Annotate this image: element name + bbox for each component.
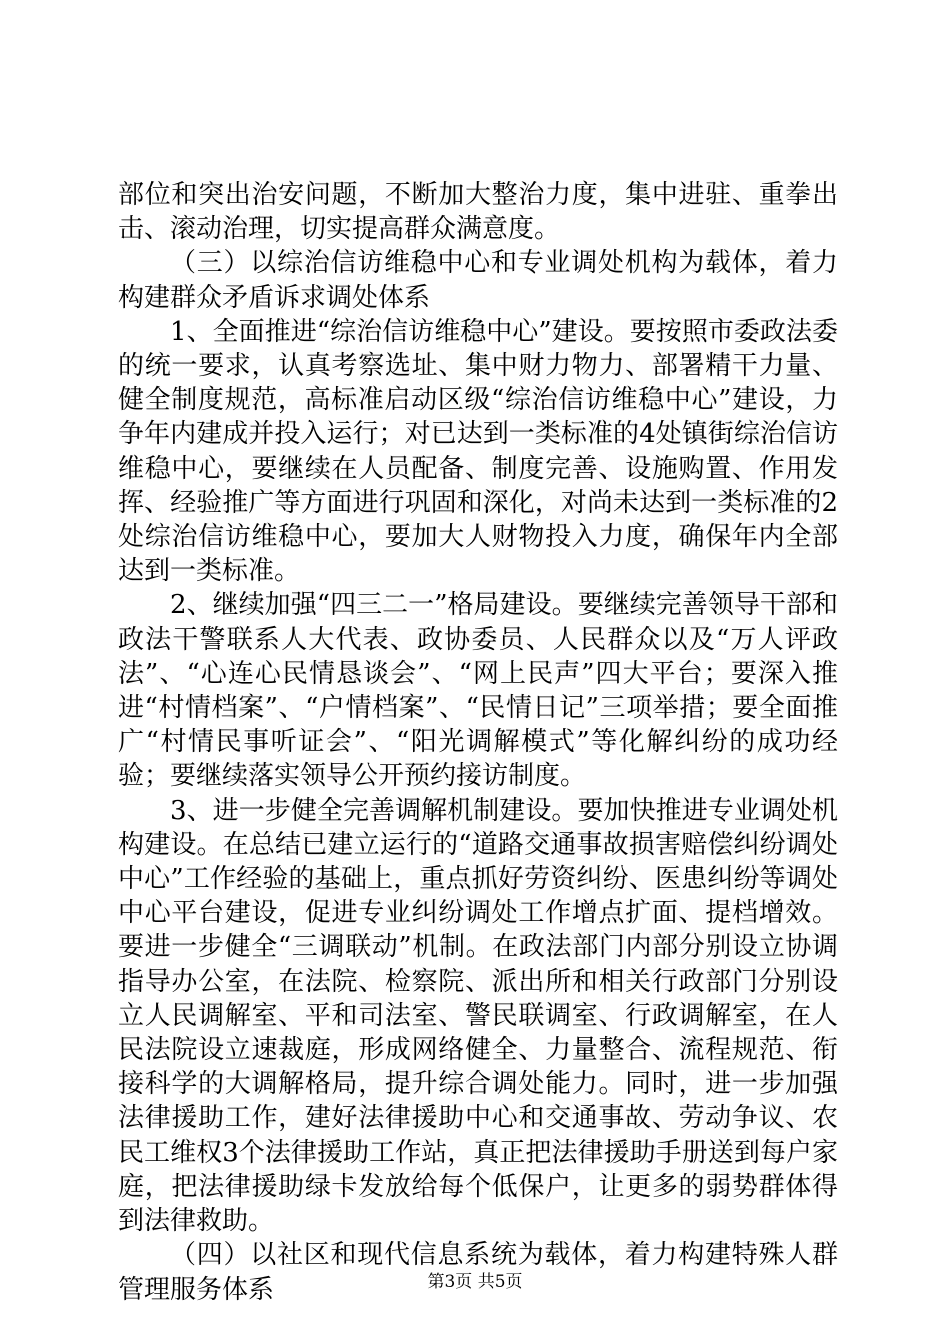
section-heading-4: （四）以社区和现代信息系统为载体，着力构建特殊人群管理服务体系 [118, 1240, 838, 1305]
paragraph-item-1: 1、全面推进“综治信访维稳中心”建设。要按照市委政法委的统一要求，认真考察选址、集中财力物力、部署精干力量、健全制度规范，高标准启动区级“综治信访维稳中心”建设，力争年内建成并投入运行；对已达到一类标准的4处镇街综治信访维稳中心，要继续在人员配备、制度完善、设施购置、作用发挥、经验推广等方面进行巩固和深化，对尚未达到一类标准的2处综治信访维稳中心，要加大人财物投入力度，确保年内全部达到一类标准。 [118, 316, 838, 587]
page-footer: 第3页 共5页 [427, 1272, 523, 1292]
paragraph-item-3: 3、进一步健全完善调解机制建设。要加快推进专业调处机构建设。在总结已建立运行的“道路交通事故损害赔偿纠纷调处中心”工作经验的基础上，重点抓好劳资纠纷、医患纠纷等调处中心平台建设，促进专业纠纷调处工作增点扩面、提档增效。要进一步健全“三调联动”机制。在政法部门内部分别设立协调指导办公室，在法院、检察院、派出所和相关行政部门分别设立人民调解室、平和司法室、警民联调室、行政调解室，在人民法院设立速裁庭，形成网络健全、力量整合、流程规范、衔接科学的大调解格局，提升综合调处能力。同时，进一步加强法律援助工作，建好法律援助中心和交通事故、劳动争议、农民工维权3个法律援助工作站，真正把法律援助手册送到每户家庭，把法律援助绿卡发放给每个低保户，让更多的弱势群体得到法律救助。 [118, 795, 838, 1237]
document-body [118, 178, 838, 1307]
paragraph-item-2: 2、继续加强“四三二一”格局建设。要继续完善领导干部和政法干警联系人大代表、政协委员、人民群众以及“万人评政法”、“心连心民情恳谈会”、“网上民声”四大平台；要深入推进“村情档案”、“户情档案”、“民情日记”三项举措；要全面推广“村情民事听证会”、“阳光调解模式”等化解纠纷的成功经验；要继续落实领导公开预约接访制度。 [118, 590, 838, 792]
paragraph-continuation: 部位和突出治安问题，不断加大整治力度，集中进驻、重拳出击、滚动治理，切实提高群众满意度。 [118, 180, 838, 245]
section-heading-3: （三）以综治信访维稳中心和专业调处机构为载体，着力构建群众矛盾诉求调处体系 [118, 248, 838, 313]
